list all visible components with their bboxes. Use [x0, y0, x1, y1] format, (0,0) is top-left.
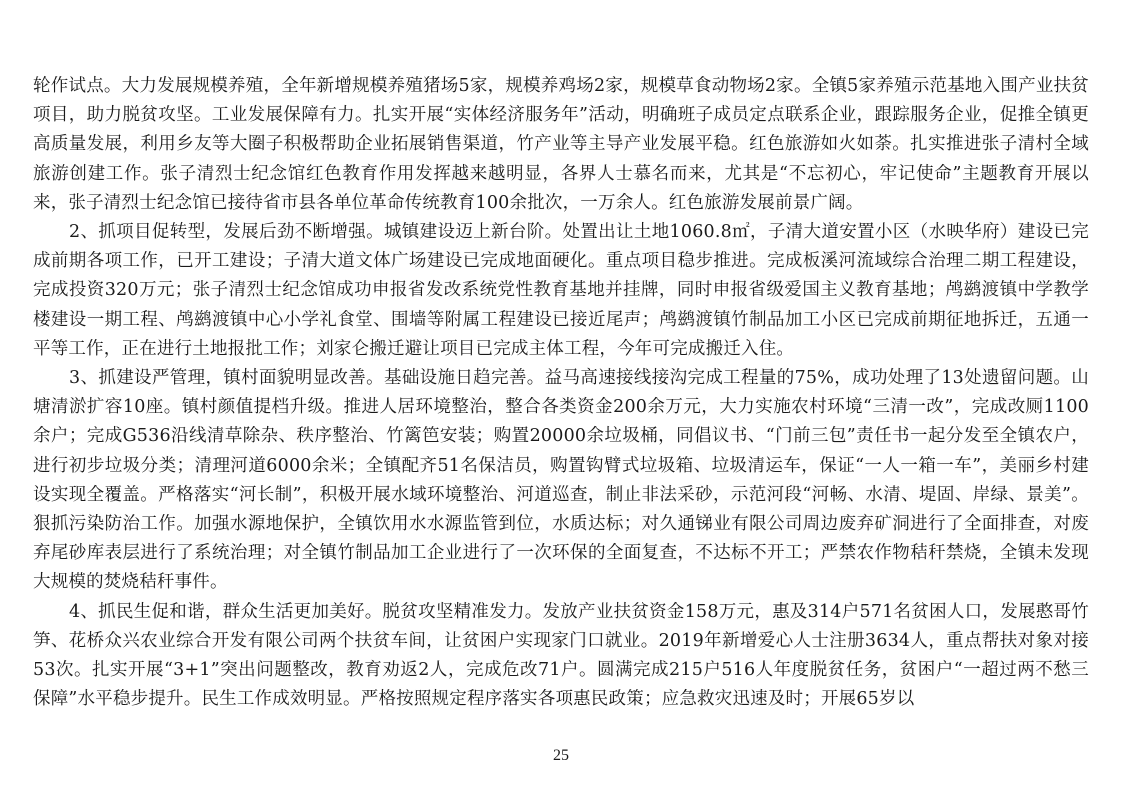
page-number: 25 — [553, 747, 569, 764]
document-body — [33, 72, 1089, 714]
paragraph-section-2: 2、抓项目促转型，发展后劲不断增强。城镇建设迈上新台阶。处置出让土地1060.8㎡，子清大道安置小区（水映华府）建设已完成前期各项工作，已开工建设；子清大道文体广场建设已完成地面硬化。重点项目稳步推进。完成板溪河流域综合治理二期工程建设，完成投资320万元；张子清烈士纪念馆成功申报省发改系统党性教育基地并挂牌，同时申报省级爱国主义教育基地；鸬鹚渡镇中学教学楼建设一期工程、鸬鹚渡镇中心小学礼食堂、围墙等附属工程建设已接近尾声；鸬鹚渡镇竹制品加工小区已完成前期征地拆迁，五通一平等工作，正在进行土地报批工作；刘家仑搬迁避让项目已完成主体工程，今年可完成搬迁入住。 — [33, 222, 1089, 359]
paragraph-section-4: 4、抓民生促和谐，群众生活更加美好。脱贫攻坚精准发力。发放产业扶贫资金158万元，惠及314户571名贫困人口，发展憨哥竹笋、花桥众兴农业综合开发有限公司两个扶贫车间，让贫困户实现家门口就业。2019年新增爱心人士注册3634人，重点帮扶对象对接53次。扎实开展“3+1”突出问题整改，教育劝返2人，完成危改71户。圆满完成215户516人年度脱贫任务，贫困户“一超过两不愁三保障”水平稳步提升。民生工作成效明显。严格按照规定程序落实各项惠民政策；应急救灾迅速及时；开展65岁以 — [33, 601, 1089, 710]
paragraph-continuation: 轮作试点。大力发展规模养殖，全年新增规模养殖猪场5家，规模养鸡场2家，规模草食动物场2家。全镇5家养殖示范基地入围产业扶贫项目，助力脱贫攻坚。工业发展保障有力。扎实开展“实体经济服务年”活动，明确班子成员定点联系企业，跟踪服务企业，促推全镇更高质量发展，利用乡友等大圈子积极帮助企业拓展销售渠道，竹产业等主导产业发展平稳。红色旅游如火如荼。扎实推进张子清村全域旅游创建工作。张子清烈士纪念馆红色教育作用发挥越来越明显，各界人士慕名而来，尤其是“不忘初心，牢记使命”主题教育开展以来，张子清烈士纪念馆已接待省市县各单位革命传统教育100余批次，一万余人。红色旅游发展前景广阔。 — [33, 76, 1089, 213]
paragraph-section-3: 3、抓建设严管理，镇村面貌明显改善。基础设施日趋完善。益马高速接线接沟完成工程量的75%，成功处理了13处遗留问题。山塘清淤扩容10座。镇村颜值提档升级。推进人居环境整治，整合各类资金200余万元，大力实施农村环境“三清一改”，完成改厕1100余户；完成G536沿线清草除杂、秩序整治、竹篱笆安装；购置20000余垃圾桶，同倡议书、“门前三包”责任书一起分发至全镇农户，进行初步垃圾分类；清理河道6000余米；全镇配齐51名保洁员，购置钩臂式垃圾箱、垃圾清运车，保证“一人一箱一车”，美丽乡村建设实现全覆盖。严格落实“河长制”，积极开展水域环境整治、河道巡查，制止非法采砂，示范河段“河畅、水清、堤固、岸绿、景美”。狠抓污染防治工作。加强水源地保护，全镇饮用水水源监管到位，水质达标；对久通锑业有限公司周边废弃矿洞进行了全面排查，对废弃尾砂库表层进行了系统治理；对全镇竹制品加工企业进行了一次环保的全面复查，不达标不开工；严禁农作物秸秆禁烧，全镇未发现大规模的焚烧秸秆事件。 — [33, 368, 1089, 593]
